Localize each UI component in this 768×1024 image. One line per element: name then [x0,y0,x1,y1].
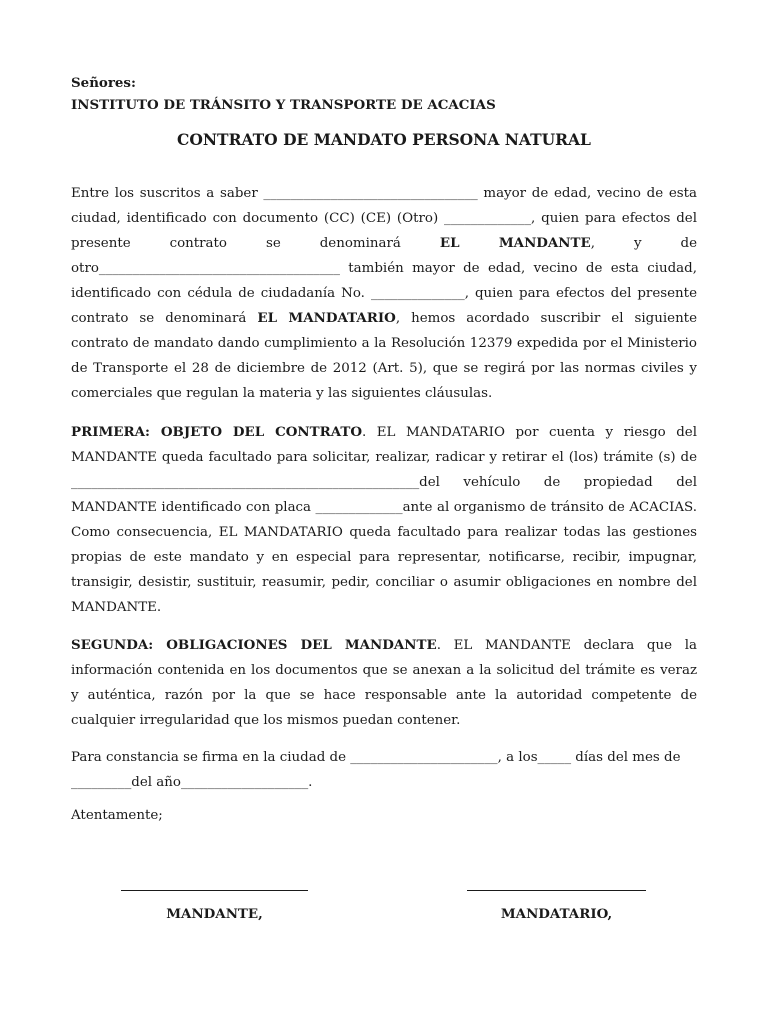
document-title: CONTRATO DE MANDATO PERSONA NATURAL [177,130,591,149]
parties-text-a: Entre los suscritos a saber ________________________________ mayor de edad, vecino de esta ciudad, identificado con documento (CC) (CE) (Otro) _____________, quien para efectos del presente contrato se denominará [71,186,697,251]
clause-primera-text: . EL MANDATARIO por cuenta y riesgo del MANDANTE queda facultado para solicitar, realizar, radicar y retirar el (los) trámite (s) de ____________________________________________________del vehículo de propiedad del MANDANTE identificado con placa _____________ante al organismo de tránsito de ACACIAS. Como consecuencia, EL MANDATARIO queda facultado para realizar todas las gestiones propias de este mandato y en especial para representar, notificarse, recibir, impugnar, transigir, desistir, sustituir, reasumir, pedir, conciliar o asumir obligaciones en nombre del MANDANTE. [71,425,697,615]
clause-primera [71,420,697,620]
mandatario-signature-line [467,890,646,891]
clause-segunda [71,633,697,733]
clause-segunda-text: . EL MANDANTE declara que la información contenida en los documentos que se anexan a la solicitud del trámite es veraz y auténtica, razón por la que se hace responsable ante la autoridad competente de cualquier irregularidad que los mismos puedan contener. [71,638,697,728]
greeting: Señores: [71,75,136,91]
institution-name: INSTITUTO DE TRÁNSITO Y TRANSPORTE DE ACACIAS [71,97,496,113]
mandante-signature-label: MANDANTE, [166,906,263,922]
mandante-term: EL MANDANTE [439,235,591,251]
closing-salutation: Atentamente; [71,808,163,823]
clause-primera-heading: PRIMERA: OBJETO DEL CONTRATO [71,424,363,440]
mandante-signature-line [121,890,308,891]
parties-text-c: , hemos acordado suscribir el siguiente contrato de mandato dando cumplimiento a la Resolución 12379 expedida por el Ministerio de Transporte el 28 de diciembre de 2012 (Art. 5), que se regirá por las normas civiles y comerciales que regulan la materia y las siguientes cláusulas. [71,311,697,401]
mandatario-term: EL MANDATARIO [257,310,396,326]
addressee-block [71,72,496,116]
parties-text-b: , y de otro____________________________________ también mayor de edad, vecino de esta ciudad, identificado con cédula de ciudadanía No. ______________, quien para efectos del presente contrato se denominará [71,236,697,326]
clause-segunda-heading: SEGUNDA: OBLIGACIONES DEL MANDANTE [71,637,437,653]
mandatario-signature-block [467,890,646,922]
parties-paragraph [71,181,697,406]
mandante-signature-block [121,890,308,922]
mandatario-signature-label: MANDATARIO, [500,906,613,922]
signing-statement: Para constancia se firma en la ciudad de ______________________, a los_____ días del mes de _________del año___________________. [71,750,681,790]
